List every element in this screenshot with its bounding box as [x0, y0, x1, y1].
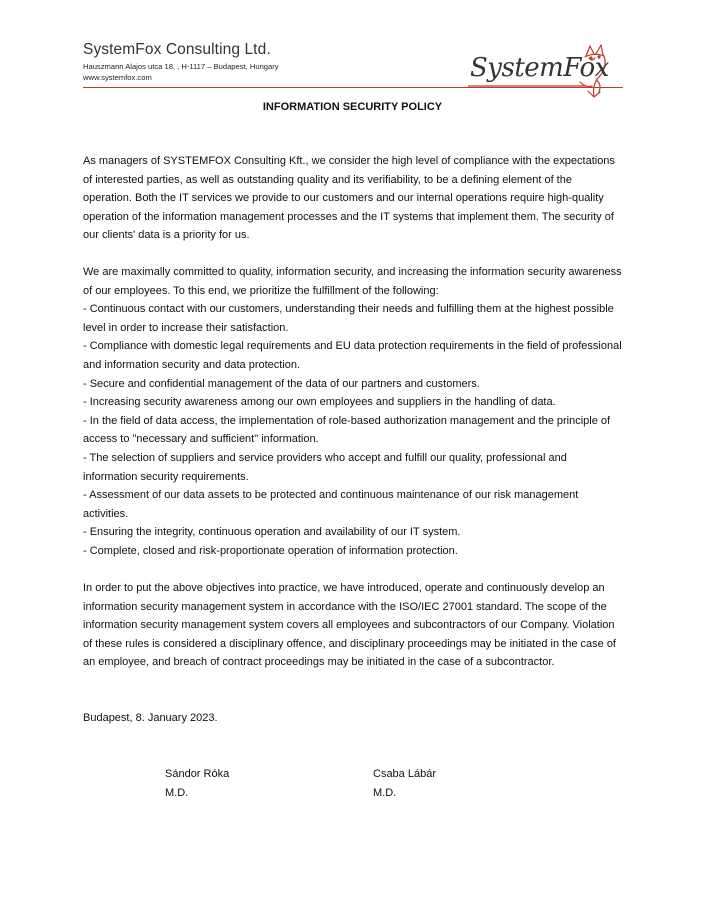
- priority-item: - Secure and confidential management of the data of our partners and customers.: [83, 377, 480, 390]
- signatory-name: Csaba Lábár: [373, 768, 436, 780]
- signatory-title: M.D.: [373, 786, 397, 799]
- priority-item: - Assessment of our data assets to be protected and continuous maintenance of our risk management activities.: [83, 489, 579, 520]
- document-title: INFORMATION SECURITY POLICY: [262, 101, 443, 113]
- company-website: www.systemfox.com: [83, 73, 152, 82]
- signatory-left: [165, 765, 229, 802]
- place-and-date: Budapest, 8. January 2023.: [83, 712, 218, 724]
- priority-item: - Ensuring the integrity, continuous operation and availability of our IT system.: [83, 526, 461, 539]
- priority-item: - Increasing security awareness among our own employees and suppliers in the handling of data.: [83, 396, 556, 409]
- company-name: SystemFox Consulting Ltd.: [83, 41, 271, 58]
- systemfox-logo: [468, 42, 610, 100]
- commitment-intro: We are maximally committed to quality, information security, and increasing the information security awareness of our employees. To this end, we prioritize the fulfillment of the following:: [83, 266, 622, 297]
- company-address: Hauszmann Alajos utca 18. , H-1117 – Budapest, Hungary: [83, 62, 279, 71]
- priority-item: - Compliance with domestic legal requirements and EU data protection requirements in the field of professional and information security and data protection.: [83, 340, 622, 371]
- signatory-right: [373, 765, 436, 802]
- priority-item: - Complete, closed and risk-proportionate operation of information protection.: [83, 544, 458, 557]
- signatory-name: Sándor Róka: [165, 768, 230, 780]
- intro-paragraph: As managers of SYSTEMFOX Consulting Kft., we consider the high level of compliance with the expectations of interested parties, as well as outstanding quality and its verifiability, to be a defining element of the operation. Both the IT services we provide to our customers and our internal operations require high-quality operation of the information management processes and the IT systems that implement them. The security of our clients' data is a priority for us.: [83, 155, 615, 242]
- priority-item: - Continuous contact with our customers, understanding their needs and fulfilling them at the highest possible level in order to increase their satisfaction.: [83, 303, 614, 334]
- header-divider: [83, 87, 623, 88]
- isms-paragraph: In order to put the above objectives into practice, we have introduced, operate and continuously develop an information security management system in accordance with the ISO/IEC 27001 standard. The scope of the information security management system covers all employees and subcontractors of our Company. Violation of these rules is considered a disciplinary offence, and disciplinary proceedings may be initiated in the case of an employee, and breach of contract proceedings may be initiated in the case of a subcontractor.: [83, 582, 616, 669]
- priority-item: - In the field of data access, the implementation of role-based authorization management and the principle of access to "necessary and sufficient" information.: [83, 414, 611, 446]
- commitment-paragraph: [83, 263, 623, 561]
- logo-wordmark: SystemFox: [470, 53, 609, 83]
- signatory-title: M.D.: [165, 786, 189, 799]
- priority-item: - The selection of suppliers and service providers who accept and fulfill our quality, professional and information security requirements.: [83, 451, 567, 483]
